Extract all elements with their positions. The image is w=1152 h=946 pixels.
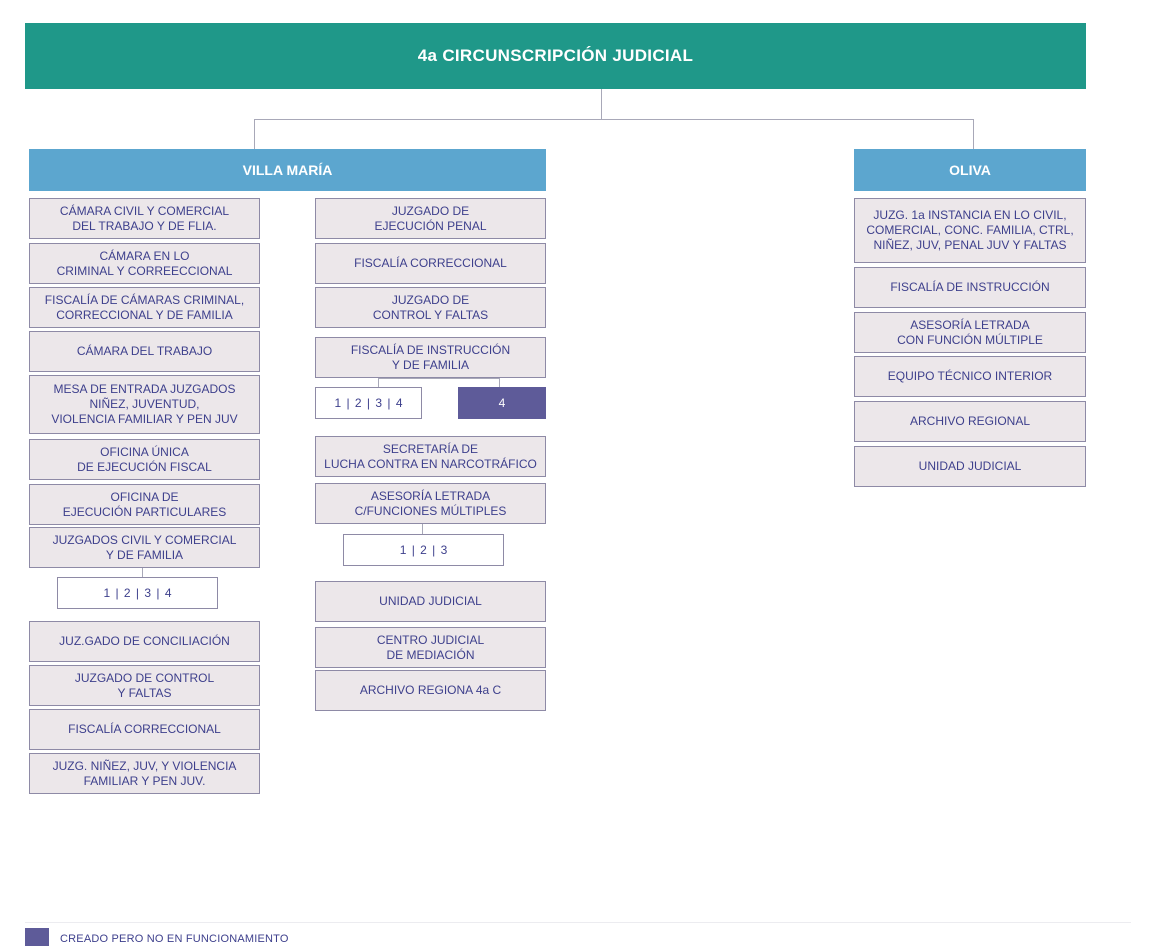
camara-civil-comercial-box: CÁMARA CIVIL Y COMERCIAL DEL TRABAJO Y DE FLIA. [29,198,260,239]
fiscalia-correccional-left-box: FISCALÍA CORRECCIONAL [29,709,260,750]
connector-oliva [973,119,974,149]
legend-label: CREADO PERO NO EN FUNCIONAMIENTO [60,933,289,945]
fiscalia-instruccion-familia-box: FISCALÍA DE INSTRUCCIÓN Y DE FAMILIA [315,337,546,378]
mesa-entrada-box: MESA DE ENTRADA JUZGADOS NIÑEZ, JUVENTUD, VIOLENCIA FAMILIAR Y PEN JUV [29,375,260,434]
unidad-judicial-villa-box: UNIDAD JUDICIAL [315,581,546,622]
oliva-juzgado-box: JUZG. 1a INSTANCIA EN LO CIVIL, COMERCIAL, CONC. FAMILIA, CTRL, NIÑEZ, JUV, PENAL JUV Y FALTAS [854,198,1086,263]
camara-trabajo-box: CÁMARA DEL TRABAJO [29,331,260,372]
connector-main-down [601,88,602,120]
legend-swatch [25,928,49,946]
connector-horizontal [254,119,974,120]
fiscalia-camaras-box: FISCALÍA DE CÁMARAS CRIMINAL, CORRECCIONAL Y DE FAMILIA [29,287,260,328]
juzgado-control-faltas-box: JUZGADO DE CONTROL Y FALTAS [29,665,260,706]
asesoria-letrada-box: ASESORÍA LETRADA C/FUNCIONES MÚLTIPLES [315,483,546,524]
fiscalia-correccional-right-box: FISCALÍA CORRECCIONAL [315,243,546,284]
centro-mediacion-box: CENTRO JUDICIAL DE MEDIACIÓN [315,627,546,668]
oliva-asesoria-box: ASESORÍA LETRADA CON FUNCIÓN MÚLTIPLE [854,312,1086,353]
villa-maria-header: VILLA MARÍA [29,149,546,191]
archivo-regiona-box: ARCHIVO REGIONA 4a C [315,670,546,711]
connector-asesoria-numbers [422,524,423,534]
juzgado-conciliacion-box: JUZ.GADO DE CONCILIACIÓN [29,621,260,662]
oficina-ejecucion-particulares-box: OFICINA DE EJECUCIÓN PARTICULARES [29,484,260,525]
legend-separator [25,922,1131,923]
juzg-ninez-box: JUZG. NIÑEZ, JUV, Y VIOLENCIA FAMILIAR Y PEN JUV. [29,753,260,794]
juzgado-control-faltas-right-box: JUZGADO DE CONTROL Y FALTAS [315,287,546,328]
circunscripcion-header: 4a CIRCUNSCRIPCIÓN JUDICIAL [25,23,1086,89]
secretaria-narcotrafico-box: SECRETARÍA DE LUCHA CONTRA EN NARCOTRÁFICO [315,436,546,477]
oliva-header: OLIVA [854,149,1086,191]
oliva-unidad-judicial-box: UNIDAD JUDICIAL [854,446,1086,487]
asesoria-letrada-numbers: 1 | 2 | 3 [343,534,504,566]
fiscalia-instruccion-not-operating: 4 [458,387,546,419]
camara-criminal-box: CÁMARA EN LO CRIMINAL Y CORREECCIONAL [29,243,260,284]
oficina-ejecucion-fiscal-box: OFICINA ÚNICA DE EJECUCIÓN FISCAL [29,439,260,480]
juzgados-civil-comercial-box: JUZGADOS CIVIL Y COMERCIAL Y DE FAMILIA [29,527,260,568]
connector-civil-numbers [142,568,143,577]
oliva-fiscalia-box: FISCALÍA DE INSTRUCCIÓN [854,267,1086,308]
juzgados-civil-numbers: 1 | 2 | 3 | 4 [57,577,218,609]
oliva-archivo-box: ARCHIVO REGIONAL [854,401,1086,442]
connector-fiscalia-branch [378,378,500,379]
connector-villa-maria [254,119,255,149]
oliva-equipo-tecnico-box: EQUIPO TÉCNICO INTERIOR [854,356,1086,397]
fiscalia-instruccion-numbers: 1 | 2 | 3 | 4 [315,387,422,419]
juzgado-ejecucion-penal-box: JUZGADO DE EJECUCIÓN PENAL [315,198,546,239]
